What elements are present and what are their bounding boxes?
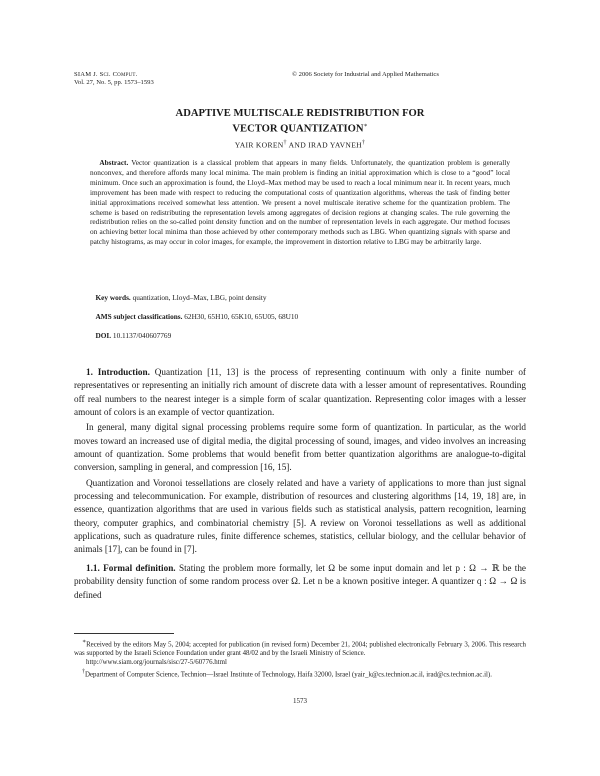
abstract-text: Vector quantization is a classical problem that appears in many fields. Unfortunately, the quantization problem is generally nonconvex, and therefore affords many local minima. The main problem is finding an initial approximation which is close to a “good” local minimum. Once such an approximation is found, the Lloyd–Max method may be used to reach a local minimum near it. In recent years, much improvement has been made with respect to reducing the computational costs of quantization algorithms, whereas the task of finding better initial approximations received somewhat less attention. We present a novel multiscale iterative scheme for the quantization problem. The scheme is based on redistributing the representation levels among aggregates of decision regions at changing scales. The rule governing the redistribution relies on the so-called point density function and on the number of representation levels in each aggregate. Our method focuses on achieving better local minima than those achieved by other contemporary methods such as LBG. When quantizing signals with sparse and patchy histograms, as may occur in color images, for example, the improvement in distortion relative to LBG may be arbitrarily large. [90, 158, 510, 247]
author-list [74, 140, 526, 150]
footnote-1-url: http://www.siam.org/journals/sisc/27-5/60776.html [86, 658, 227, 666]
author-1: YAIR KOREN [234, 140, 284, 150]
abstract [90, 158, 510, 247]
doi [90, 331, 510, 340]
journal-volume: Vol. 27, No. 5, pp. 1573–1593 [74, 79, 154, 86]
doi-text: 10.1137/040607769 [112, 331, 172, 340]
paper-body [74, 366, 526, 602]
subsection-heading: 1.1. Formal definition. [86, 562, 176, 573]
footnote-divider [74, 633, 174, 634]
keywords [90, 293, 510, 302]
footnote-2: †Department of Computer Science, Technion—Israel Institute of Technology, Haifa 32000, Israel (yair_k@cs.technion.ac.il, irad@cs.technion.ac.il). [82, 668, 492, 678]
section-heading: 1. Introduction. [86, 367, 150, 377]
keywords-label: Key words. [95, 293, 131, 302]
paragraph: In general, many digital signal processing problems require some form of quantization. In particular, as the world moves toward an increased use of digital media, the digital processing of sound, images, and video involves an increasing amount of quantization. Some problems that would benefit from better quantization algorithms are analogue-to-digital conversion, sampling in general, and compression [16, 15]. [74, 422, 526, 473]
footnote-1-marker: ∗ [82, 639, 87, 645]
title-line-1: ADAPTIVE MULTISCALE REDISTRIBUTION FOR [175, 108, 425, 119]
author-2-marker: † [361, 140, 366, 146]
abstract-label: Abstract. [99, 158, 129, 167]
ams-classifications [90, 312, 510, 321]
footnote-2-marker: † [82, 668, 85, 675]
doi-label: DOI. [95, 331, 112, 340]
title-footnote-marker: ∗ [363, 123, 368, 129]
author-conjunction: AND [288, 140, 306, 150]
footnotes [74, 638, 526, 680]
copyright-notice: © 2006 Society for Industrial and Applied Mathematics [292, 71, 439, 78]
ams-label: AMS subject classifications. [95, 312, 183, 321]
author-1-marker: † [283, 140, 287, 146]
paragraph: 1. Introduction. Quantization [11, 13] is the process of representing continuum with only a finite number of representatives or representing an initially rich amount of discrete data with a lesser amount of representatives. Rounding off real numbers to the nearest integer is a simple form of scalar quantization. Representing color images with a lesser amount of colors is an example of vector quantization. [74, 367, 526, 418]
page-number: 1573 [293, 697, 307, 705]
paragraph: 1.1. Formal definition. Stating the problem more formally, let Ω be some input domain and let p : Ω → ℝ be the probability density function of some random process over Ω. Let n be a known positive integer. A quantizer q : Ω → Ω is defined [74, 562, 527, 600]
author-2: IRAD YAVNEH [308, 140, 362, 150]
footnote-1: ∗Received by the editors May 5, 2004; accepted for publication (in revised form) December 21, 2004; published electronically February 3, 2006. This research was supported by the Israeli Science Foundation under grant 48/02 and by the Israeli Ministry of Science. [74, 639, 526, 658]
title-line-2: VECTOR QUANTIZATION∗ [232, 123, 368, 135]
journal-header [74, 71, 154, 87]
paragraph: Quantization and Voronoi tessellations are closely related and have a variety of applications to more than just signal processing and telecommunication. For example, distribution of resources and clustering algorithms [14, 19, 18] are, in essence, quantization algorithms that are used in various fields such as statistical analysis, pattern recognition, learning theory, computer graphics, and combinatorial chemistry [5]. A review on Voronoi tessellations as well as additional applications, such as quadrature rules, finite difference schemes, statistics, cellular biology, and the cellular behavior of animals [17], can be found in [7]. [74, 477, 526, 555]
paper-title [74, 107, 526, 136]
keywords-text: quantization, Lloyd–Max, LBG, point density [132, 293, 267, 302]
ams-text: 62H30, 65H10, 65K10, 65U05, 68U10 [184, 312, 299, 321]
journal-name: SIAM J. Sci. Comput. [74, 71, 138, 78]
